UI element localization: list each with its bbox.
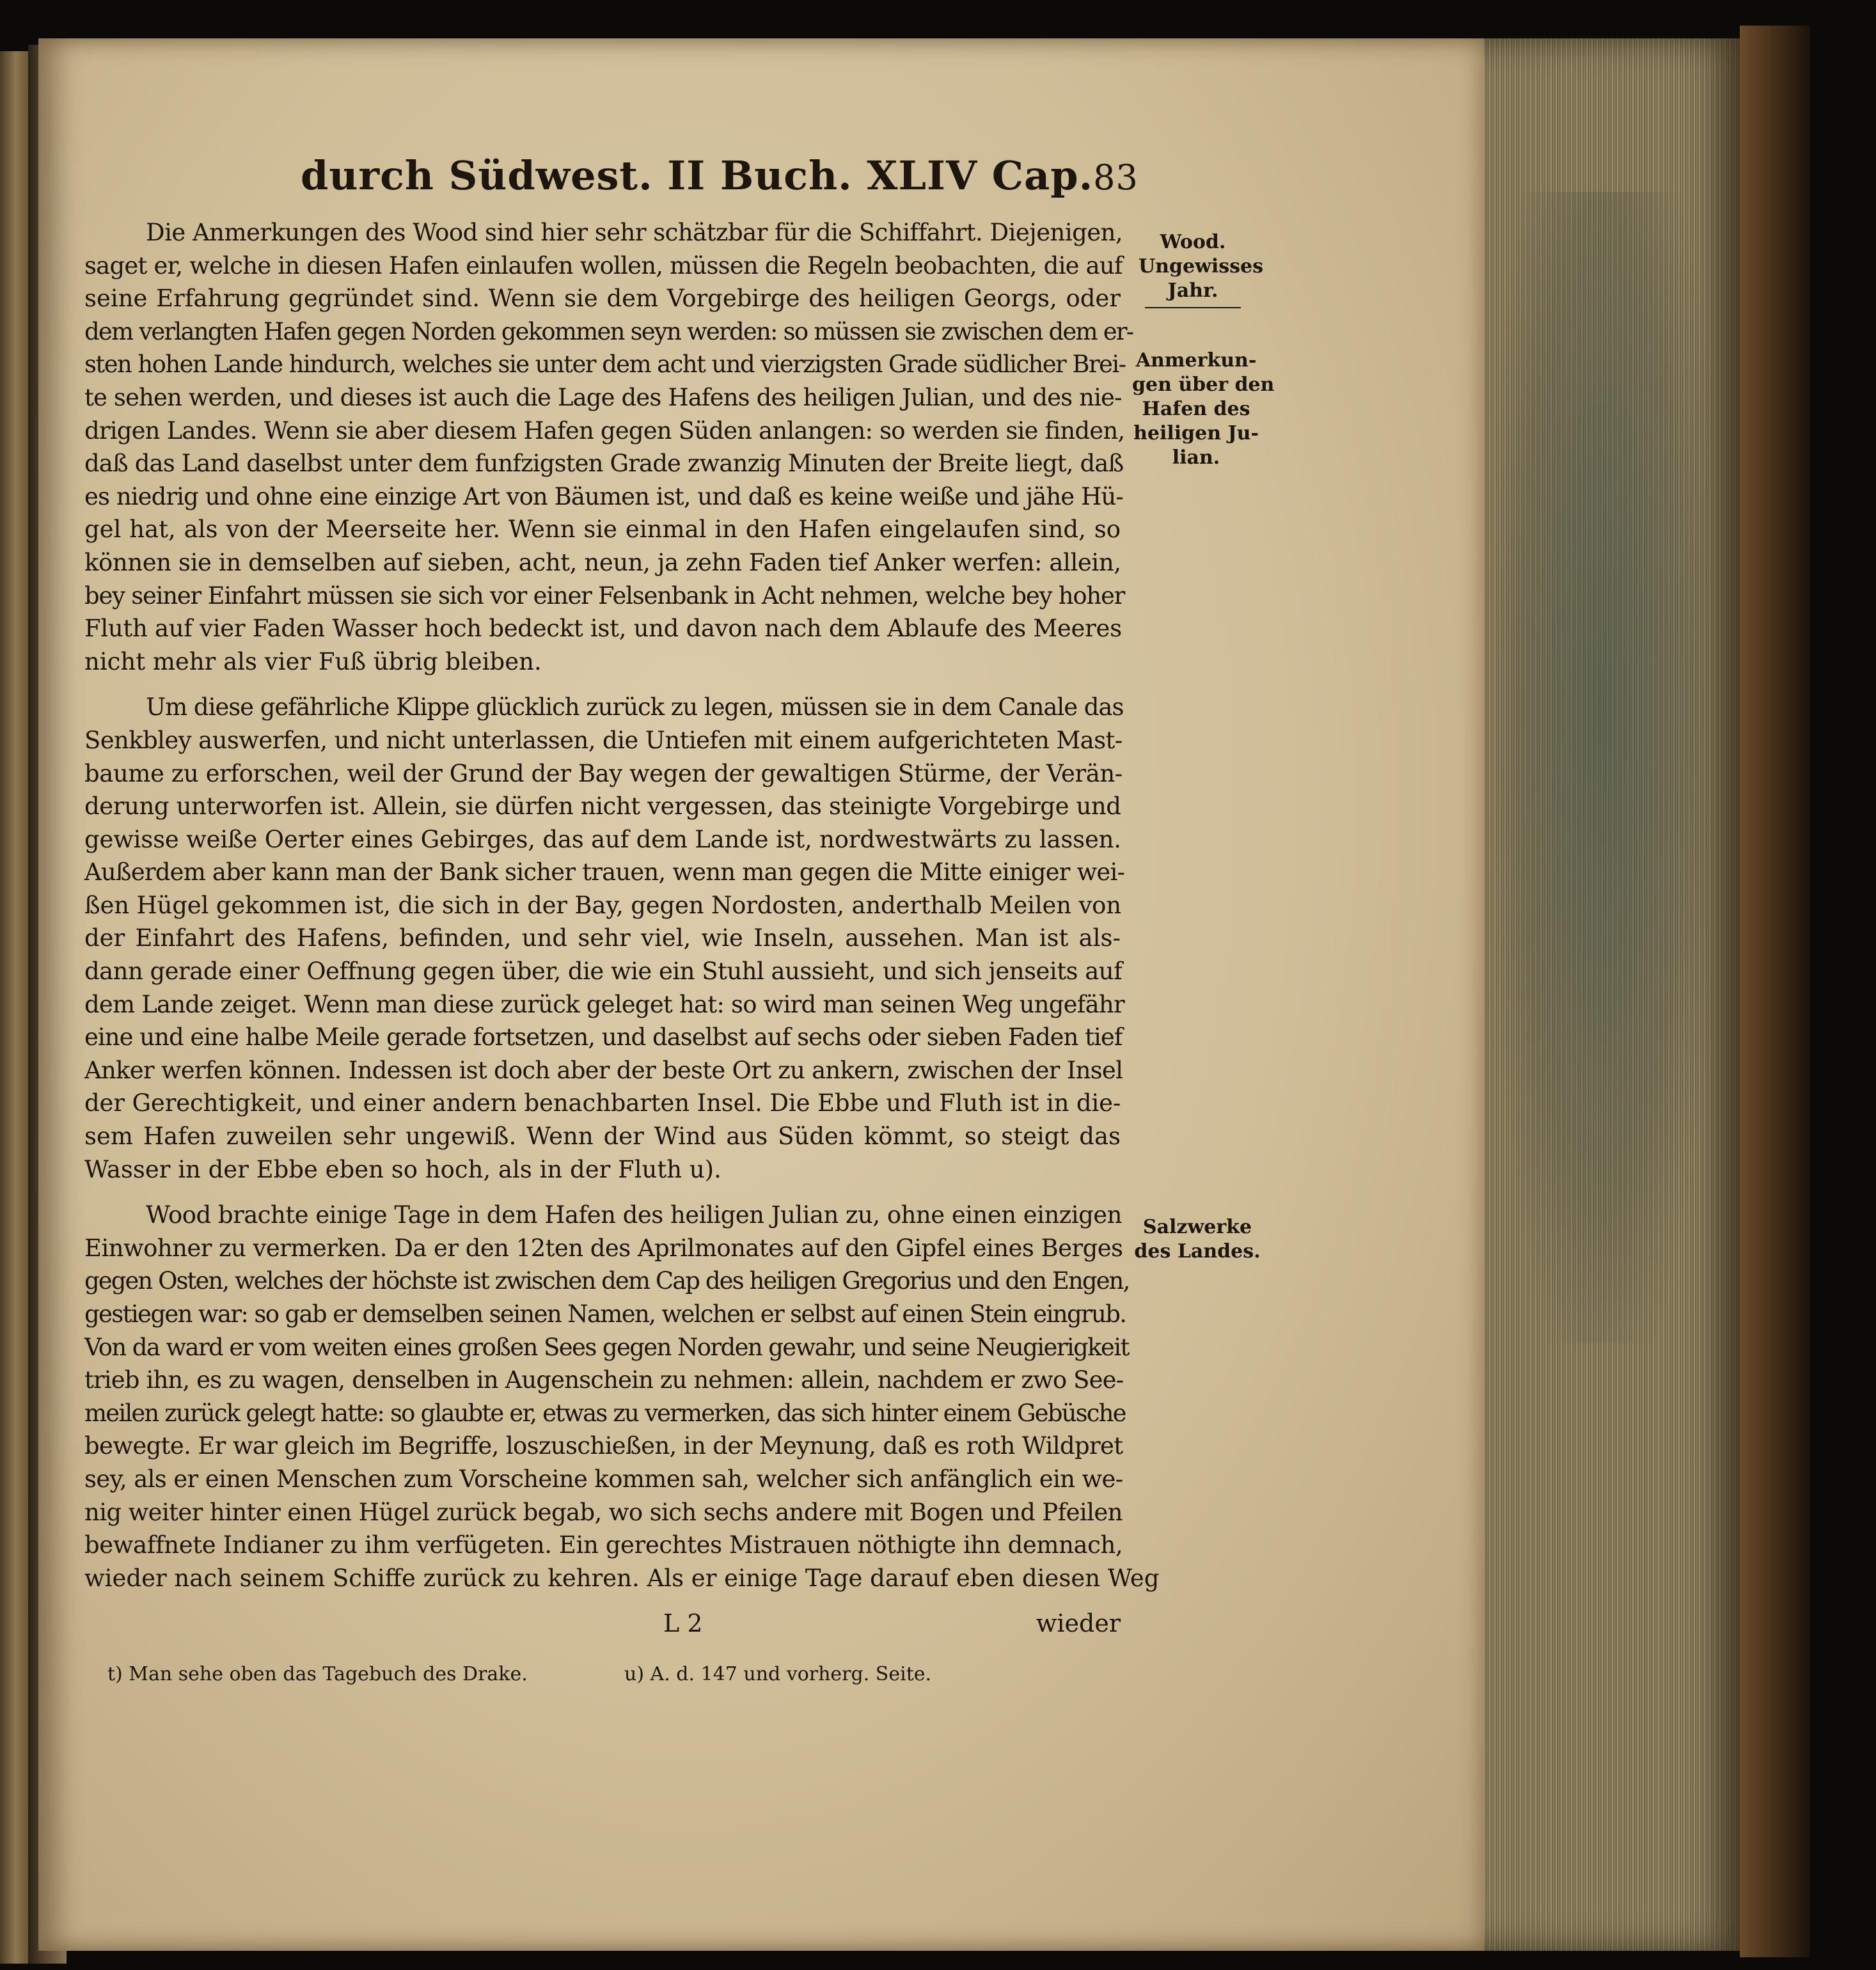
text-line: dem verlangten Hafen gegen Norden gekommen seyn werden: so müssen sie zwischen dem er- [84,317,1133,345]
paragraph-2 [84,691,1125,1186]
text-line: dem Lande zeiget. Wenn man diese zurück geleget hat: so wird man seinen Weg ungefähr [84,990,1124,1018]
text-line: sem Hafen zuweilen sehr ungewiß. Wenn der Wind aus Süden kömmt, so steigt das [84,1123,1121,1151]
marginal-note-salzwerke [1133,1215,1261,1264]
marginal-line: Salzwerke [1142,1216,1252,1238]
body-text [84,216,1160,1595]
marginal-note-wood [1139,230,1264,308]
left-page-edge [0,51,28,1964]
marginal-line: Jahr. [1167,280,1218,302]
running-head [301,152,1139,199]
marginal-line: des Landes. [1134,1240,1261,1263]
text-line: sey, als er einen Menschen zum Vorscheine kommen sah, welcher sich anfänglich ein we- [84,1465,1123,1493]
catchline [84,1609,1121,1643]
text-line: sten hohen Lande hindurch, welches sie unter dem acht und vierzigsten Grade südlicher Brei- [84,351,1126,379]
text-line: meilen zurück gelegt hatte: so glaubte er, etwas zu vermerken, das sich hinter einem Gebüsche [84,1399,1126,1427]
marginal-line: Ungewisses [1139,255,1264,278]
text-line: Senkbley auswerfen, und nicht unterlassen, die Untiefen mit einem aufgerichteten Mast- [84,726,1123,754]
footnotes [107,1663,1144,1691]
text-line: können sie in demselben auf sieben, acht, neun, ja zehn Faden tief Anker werfen: allein, [84,548,1121,576]
footnote: t) Man sehe oben das Tagebuch des Drake. [107,1663,528,1685]
text-line: Die Anmerkungen des Wood sind hier sehr schätzbar für die Schiffahrt. Diejenigen, [146,219,1123,246]
signature-mark: L 2 [663,1609,703,1637]
running-head-title: durch Südwest. II Buch. XLIV Cap. [301,152,1094,199]
marginal-line: lian. [1172,446,1220,469]
text-line: nicht mehr als vier Fuß übrig bleiben. [84,647,542,675]
text-line: Wasser in der Ebbe eben so hoch, als in der Fluth u). [84,1155,721,1183]
text-line: Wood brachte einige Tage in dem Hafen des heiligen Julian zu, ohne einen einzigen [146,1201,1122,1229]
text-line: baume zu erforschen, weil der Grund der Bay wegen der gewaltigen Stürme, der Verän- [84,759,1123,787]
text-line: bey seiner Einfahrt müssen sie sich vor einer Felsenbank in Acht nehmen, welche bey hoher [84,581,1125,610]
text-line: bewegte. Er war gleich im Begriffe, loszuschießen, in der Meynung, daß es roth Wildpret [84,1432,1123,1460]
text-line: derung unterworfen ist. Allein, sie dürfen nicht vergessen, das steinigte Vorgebirge und [84,792,1121,821]
text-line: es niedrig und ohne eine einzige Art von Bäumen ist, und daß es keine weiße und jähe Hü- [84,482,1123,510]
marginal-note-anmerkungen [1132,349,1275,470]
text-line: Fluth auf vier Faden Wasser hoch bedeckt ist, und davon nach dem Ablaufe des Meeres [84,615,1122,643]
text-line: drigen Landes. Wenn sie aber diesem Hafen gegen Süden anlangen: so werden sie finden, [84,416,1125,445]
text-line: wieder nach seinem Schiffe zurück zu kehren. Als er einige Tage darauf eben diesen Weg [84,1564,1160,1592]
marginal-line: Hafen des [1142,398,1250,420]
text-line: Einwohner zu vermerken. Da er den 12ten des Aprilmonates auf den Gipfel eines Berges [84,1234,1123,1262]
text-line: Außerdem aber kann man der Bank sicher trauen, wenn man gegen die Mitte einiger wei- [84,858,1125,886]
text-line: eine und eine halbe Meile gerade fortsetzen, und daselbst auf sechs oder sieben Faden tief [84,1023,1123,1052]
marginal-rule [1145,307,1241,308]
text-line: nig weiter hinter einen Hügel zurück begab, wo sich sechs andere mit Bogen und Pfeilen [84,1498,1123,1526]
marginal-line: gen über den [1132,374,1275,396]
marginal-line: Wood. [1160,231,1226,253]
text-line: der Gerechtigkeit, und einer andern benachbarten Insel. Die Ebbe und Fluth ist in die- [84,1089,1121,1117]
text-line: trieb ihn, es zu wagen, denselben in Augenschein zu nehmen: allein, nachdem er zwo See- [84,1366,1124,1394]
footnote: u) A. d. 147 und vorherg. Seite. [624,1663,932,1685]
text-line: daß das Land daselbst unter dem funfzigsten Grade zwanzig Minuten der Breite liegt, daß [84,450,1124,478]
text-line: ßen Hügel gekommen ist, die sich in der Bay, gegen Nordosten, anderthalb Meilen von [84,891,1121,919]
text-line: Um diese gefährliche Klippe glücklich zurück zu legen, müssen sie in dem Canale das [146,693,1124,721]
text-line: gel hat, als von der Meerseite her. Wenn sie einmal in den Hafen eingelaufen sind, so [84,516,1121,544]
page-number: 83 [1093,157,1139,198]
page-edges-stain [1497,192,1708,1343]
catchword: wieder [1036,1609,1121,1637]
text-line: te sehen werden, und dieses ist auch die Lage des Hafens des heiligen Julian, und des nie- [84,383,1122,411]
marginal-line: heiligen Ju- [1133,422,1259,445]
text-line: Anker werfen können. Indessen ist doch aber der beste Ort zu ankern, zwischen der Insel [84,1056,1123,1084]
text-line: dann gerade einer Oeffnung gegen über, die wie ein Stuhl aussieht, und sich jenseits auf [84,957,1123,986]
text-line: Von da ward er vom weiten eines großen Sees gegen Norden gewahr, und seine Neugierigkeit [84,1333,1129,1361]
book-binding [1740,26,1810,1957]
paragraph-1 [84,216,1133,678]
marginal-line: Anmerkun- [1135,349,1257,372]
text-line: gestiegen war: so gab er demselben seinen Namen, welchen er selbst auf einen Stein eingrub. [84,1300,1126,1328]
text-line: saget er, welche in diesen Hafen einlaufen wollen, müssen die Regeln beobachten, die auf [84,251,1123,280]
text-line: bewaffnete Indianer zu ihm verfügeten. Ein gerechtes Mistrauen nöthigte ihn demnach, [84,1531,1123,1559]
paragraph-3 [84,1199,1160,1595]
text-line: seine Erfahrung gegründet sind. Wenn sie dem Vorgebirge des heiligen Georgs, oder [84,285,1121,313]
text-line: gegen Osten, welches der höchste ist zwischen dem Cap des heiligen Gregorius und den Engen, [84,1267,1130,1295]
text-line: gewisse weiße Oerter eines Gebirges, das auf dem Lande ist, nordwestwärts zu lassen. [84,825,1121,853]
text-line: der Einfahrt des Hafens, befinden, und sehr viel, wie Inseln, aussehen. Man ist als- [84,924,1121,952]
